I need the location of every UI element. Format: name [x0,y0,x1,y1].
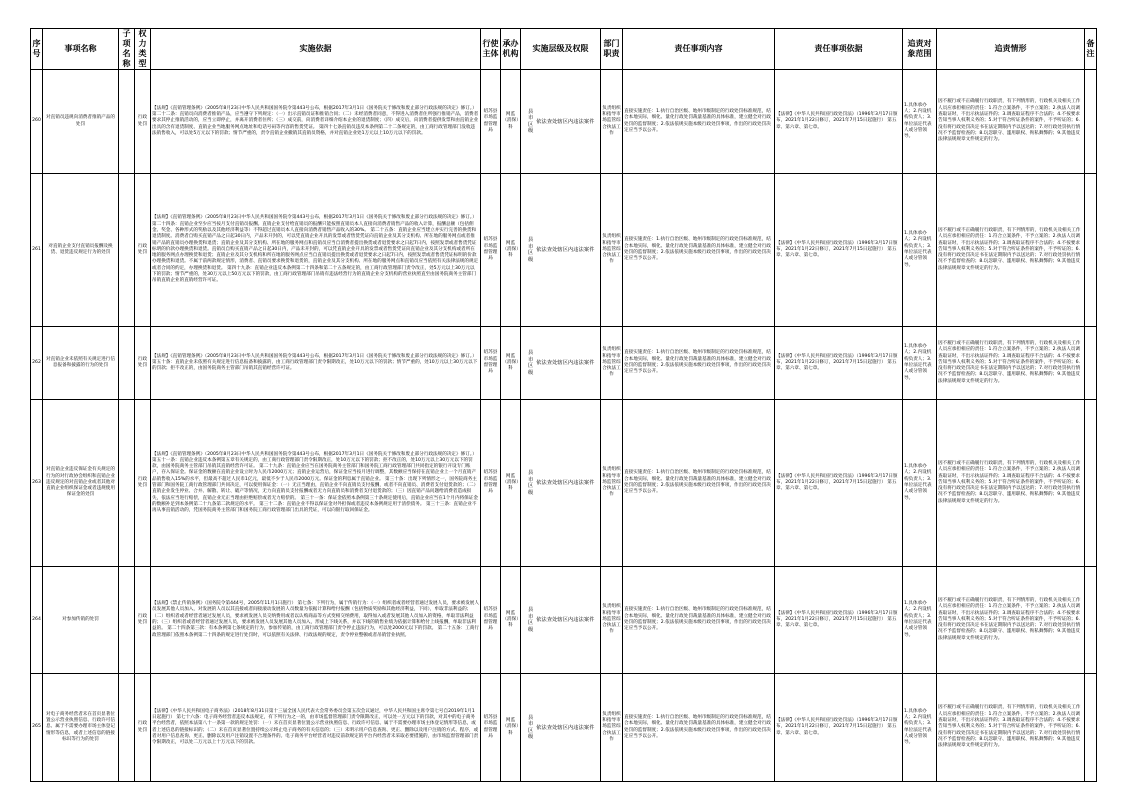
cell-item-name: 对参加传销的处罚 [43,567,119,674]
cell-situation: 因不履行或不正确履行行政职责，有下列情形的，行政机关及相关工作人员应承担相应的责任：1.符合立案条件，不予立案的；2.执法人员调查取证时，不出示执法证件的；3.调查取证程序不合法的；4.不按要求告知当事人权利义务的；5.对于符合听证条件的案件，不予听证的；6.没有将行政处罚决定书在法定期限内予以送达的；7.对行政处罚执行情况不予监督检查的；8.玩忽职守、滥用职权、徇私舞弊的；9.其他违反法律法规规章文件规定的行为。 [937,70,1085,174]
level-name: 县市区级 [527,607,534,633]
header-name: 事项名称 [43,29,119,70]
cell-basis: 【法律】《中华人民共和国电子商务法》（2018年8月31日第十三届全国人民代表大会常务委员会第五次会议通过，中华人民共和国主席令第七号自2019年1月1日起施行） 第七十六条：电子商务经营者违反本法规定，有下列行为之一的，由市场监督管理部门责令限期改正，可以处一万元以下的罚款，对其中的电子商务平台经营者，依照本法第八十一条第一款的规定处罚：（一）未在首页显著位置公示营业执照信息、行政许可信息、属于不需要办理市场主体登记情形等信息，或者上述信息的链接标识的；（二）未在首页显著位置持续公示终止电子商务的有关信息的；（三）未明示用户信息查询、更正、删除以及用户注销的方式、程序，或者对用户信息查询、更正、删除以及用户注销设置不合理条件的。电子商务平台经营者对违反前款规定的平台内经营者未采取必要措施的，由市场监督管理部门责令限期改正，可以处二万元以上十万元以下的罚款。 [151,674,481,782]
cell-seq: 264 [31,567,43,674]
header-level: 实施层级及权限 [521,29,601,70]
cell-law: 【法律】《中华人民共和国行政处罚法》（1996年3月17日颁布，2021年1月22日修订，2021年7月15日起施行） 第五章、第六章、第七章。 [775,174,903,327]
cell-basis: 【法规】《直销管理条例》（2005年8月23日中华人民共和国国务院令第443号公布，根据2017年3月1日《国务院关于修改和废止部分行政法规的决定》修订。） 第二十二条：直销员向消费者推销产品，应当遵守下列规定：（一）出示直销员证和推销合同；（二）未经消费者同意，不得进入消费者住所强行推销产品，消费者要求其停止推销活动的，应当立即停止，并离开消费者住所；（三）成交前，向消费者详细介绍本企业的退货制度；（四）成交后，向消费者提供发票和由直销企业出具的含有退货制度、直销企业当地服务网点地址和电话号码等内容的售货凭证。 第四十七条直销员违反本条例第二十二条规定的，由工商行政管理部门没收违法销售收入，可以处5万元以下的罚款；情节严重的，责令直销企业撤销其直销员资格，并对直销企业处1万元以上10万元以下的罚款。 [151,70,481,174]
cell-type: 行政处罚 [135,567,151,674]
header-resp: 责任事项内容 [623,29,775,70]
cell-dept: 负责组织和指导市场监管综合执法工作 [601,327,623,400]
level-name: 县市区级 [527,714,534,740]
cell-resp: 直接实施责任：1.执行自治区级、地州市级制定的行政处罚标准规范，结合本地实际，细化、量化行政处罚裁量基准的具体标准，建立健全对行政处罚的监督制度；2.依法依规实施本级行政处罚事项，作出的行政处罚决定应当予以公开。 [623,70,775,174]
table-row [31,327,1097,400]
cell-situation: 因不履行或不正确履行行政职责，有下列情形的，行政机关及相关工作人员应承担相应的责任：1.符合立案条件，不予立案的；2.执法人员调查取证时，不出示执法证件的；3.调查取证程序不合法的；4.不按要求告知当事人权利义务的；5.对于符合听证条件的案件，不予听证的；6.没有将行政处罚决定书在法定期限内予以送达的；7.对行政处罚执行情况不予监督检查的；8.玩忽职守、滥用职权、徇私舞弊的；9.其他违反法律法规规章文件规定的行为。 [937,567,1085,674]
cell-subject: 绍苏县市场监督管理局 [481,174,501,327]
cell-note [1085,327,1097,400]
header-basis: 实施依据 [151,29,481,70]
cell-subject: 绍苏县市场监督管理局 [481,327,501,400]
cell-org: 网监（消保）科 [501,400,521,567]
cell-scope: 1.具体承办人；2.内设机构负责人；3.单位法定代表人或分管领导。 [903,674,937,782]
cell-type: 行政处罚 [135,400,151,567]
cell-sub [119,674,135,782]
cell-note [1085,70,1097,174]
level-name: 县市区级 [527,470,534,496]
cell-sub [119,327,135,400]
cell-seq: 263 [31,400,43,567]
cell-sub [119,400,135,567]
cell-note [1085,174,1097,327]
power-list-table [30,28,1097,782]
header-scope: 追责对象范围 [903,29,937,70]
level-text: 依法查处辖区内违法案件 [536,359,595,366]
cell-seq: 265 [31,674,43,782]
level-text: 依法查处辖区内违法案件 [536,479,595,486]
cell-subject: 绍苏县市场监督管理局 [481,70,501,174]
cell-situation: 因不履行或不正确履行行政职责，有下列情形的，行政机关及相关工作人员应承担相应的责任：1.符合立案条件，不予立案的；2.执法人员调查取证时，不出示执法证件的；3.调查取证程序不合法的；4.不按要求告知当事人权利义务的；5.对于符合听证条件的案件，不予听证的；6.没有将行政处罚决定书在法定期限内予以送达的；7.对行政处罚执行情况不予监督检查的；8.玩忽职守、滥用职权、徇私舞弊的；9.其他违反法律法规规章文件规定的行为。 [937,174,1085,327]
cell-item-name: 对直销企业未依照有关规定进行信息报备和披露的行为的处罚 [43,327,119,400]
cell-seq: 262 [31,327,43,400]
cell-dept: 负责组织和指导市场监管综合执法工作 [601,674,623,782]
table-row [31,70,1097,174]
table-row [31,174,1097,327]
level-text: 依法查处辖区内违法案件 [536,724,595,731]
cell-basis: 【法规】《直销管理条例》（2005年8月23日中华人民共和国国务院令第443号公布，根据2017年3月1日《国务院关于修改和废止部分行政法规的决定》修订。） 第五十条：直销企业未依照有关规定进行信息报备和披露的，由工商行政管理部门责令限期改正，处10万元以下的罚款；情节严重的，处10万元以上30万元以下的罚款；拒不改正的，由国务院商务主管部门吊销其直销经营许可证。 [151,327,481,400]
level-name: 县市区级 [527,350,534,376]
header-org: 承办机构 [501,29,521,70]
cell-scope: 1.具体承办人；2.内设机构负责人；3.单位法定代表人或分管领导。 [903,327,937,400]
cell-note [1085,400,1097,567]
header-sit: 追责情形 [937,29,1085,70]
cell-subject: 绍苏县市场监督管理局 [481,674,501,782]
cell-dept: 负责组织和指导市场监管综合执法工作 [601,174,623,327]
cell-law: 【法律】《中华人民共和国行政处罚法》（1996年3月17日颁布，2021年1月22日修订，2021年7月15日起施行） 第五章、第六章、第七章。 [775,327,903,400]
cell-org: 网监（消保）科 [501,567,521,674]
table-row [31,674,1097,782]
level-name: 县市区级 [527,108,534,134]
cell-item-name: 对直销员违规向消费者推销产品的处罚 [43,70,119,174]
cell-item-name: 对电子商务经营者未在首页显著位置公示营业执照信息、行政许可信息、属于不需要办理市场主体登记情形等信息，或者上述信息的链接标识等行为的处罚 [43,674,119,782]
cell-seq: 261 [31,174,43,327]
header-note: 备注 [1085,29,1097,70]
level-text: 依法查处辖区内违法案件 [536,118,595,125]
table-row [31,567,1097,674]
cell-level [521,567,601,674]
level-name: 县市区级 [527,237,534,263]
cell-type: 行政处罚 [135,327,151,400]
header-dept: 部门职责 [601,29,623,70]
cell-org: 网监（消保）科 [501,174,521,327]
cell-level [521,70,601,174]
cell-subject: 绍苏县市场监督管理局 [481,400,501,567]
cell-scope: 1.具体承办人；2.内设机构负责人；3.单位法定代表人或分管领导。 [903,400,937,567]
cell-situation: 因不履行或不正确履行行政职责，有下列情形的，行政机关及相关工作人员应承担相应的责任：1.符合立案条件，不予立案的；2.执法人员调查取证时，不出示执法证件的；3.调查取证程序不合法的；4.不按要求告知当事人权利义务的；5.对于符合听证条件的案件，不予听证的；6.没有将行政处罚决定书在法定期限内予以送达的；7.对行政处罚执行情况不予监督检查的；8.玩忽职守、滥用职权、徇私舞弊的；9.其他违反法律法规规章文件规定的行为。 [937,674,1085,782]
cell-note [1085,567,1097,674]
cell-scope: 1.具体承办人；2.内设机构负责人；3.单位法定代表人或分管领导。 [903,174,937,327]
cell-level [521,174,601,327]
cell-situation: 因不履行或不正确履行行政职责，有下列情形的，行政机关及相关工作人员应承担相应的责任：1.符合立案条件，不予立案的；2.执法人员调查取证时，不出示执法证件的；3.调查取证程序不合法的；4.不按要求告知当事人权利义务的；5.对于符合听证条件的案件，不予听证的；6.没有将行政处罚决定书在法定期限内予以送达的；7.对行政处罚执行情况不予监督检查的；8.玩忽职守、滥用职权、徇私舞弊的；9.其他违反法律法规规章文件规定的行为。 [937,400,1085,567]
cell-resp: 直接实施责任：1.执行自治区级、地州市级制定的行政处罚标准规范，结合本地实际，细化、量化行政处罚裁量基准的具体标准，建立健全对行政处罚的监督制度；2.依法依规实施本级行政处罚事项，作出的行政处罚决定应当予以公开。 [623,174,775,327]
level-text: 依法查处辖区内违法案件 [536,246,595,253]
cell-scope: 1.具体承办人；2.内设机构负责人；3.单位法定代表人或分管领导。 [903,70,937,174]
cell-resp: 直接实施责任：1.执行自治区级、地州市级制定的行政处罚标准规范，结合本地实际，细化、量化行政处罚裁量基准的具体标准，建立健全对行政处罚的监督制度；2.依法依规实施本级行政处罚事项，作出的行政处罚决定应当予以公开。 [623,567,775,674]
cell-resp: 直接实施责任：1.执行自治区级、地州市级制定的行政处罚标准规范，结合本地实际，细化、量化行政处罚裁量基准的具体标准，建立健全对行政处罚的监督制度；2.依法依规实施本级行政处罚事项，作出的行政处罚决定应当予以公开。 [623,327,775,400]
cell-level [521,327,601,400]
cell-law: 【法律】《中华人民共和国行政处罚法》（1996年3月17日颁布，2021年1月22日修订，2021年7月15日起施行） 第五章、第六章、第七章。 [775,674,903,782]
cell-basis: 【法规】《直销管理条例》（2005年8月23日中华人民共和国国务院令第443号公布，根据2017年3月1日《国务院关于修改和废止部分行政法规的决定》修订。） 第二十四条：直销企业至少应当按月支付直销员报酬。直销企业支付给直销员的报酬只能按照直销员本人直接向消费者销售产品的收入计算，报酬总额（包括佣金、奖金、各种形式的奖励以及其他经济利益等）不得超过直销员本人直接向消费者销售产品收入的30%。 第二十五条：直销企业应当建立并实行完善的换货和退货制度。消费者自购买直销产品之日起30日内，产品未开封的，可以凭直销企业开具的发票或者售货凭证向直销企业及其分支机构、所在地的服务网点或者推销产品的直销员办理换货和退货；直销企业及其分支机构、所在地的服务网点和直销员应当自消费者提出换货或者退货要求之日起7日内，按照发票或者售货凭证标明的价款办理换货和退货。直销员自购买直销产品之日起30日内，产品未开封的，可以凭直销企业开具的发票或者售货凭证向直销企业及其分支机构或者所在地的服务网点办理换货和退货；直销企业及其分支机构和所在地的服务网点应当自直销员提出换货或者退货要求之日起7日内，按照发票或者售货凭证标明的价款办理换货和退货。不属于前两款规定情形，消费者、直销员要求换货和退货的，直销企业及其分支机构、所在地的服务网点和直销员应当依照有关法律法规的规定或者合同的约定，办理换货和退货。 第四十九条：直销企业违反本条例第二十四条和第二十五条规定的，由工商行政管理部门责令改正，处5万元以上30万元以下的罚款；情节严重的，处30万元以上50万元以下的罚款，由工商行政管理部门吊销有违法经营行为的直销企业分支机构的营业执照直至由国务院商务主管部门吊销直销企业的直销经营许可证。 [151,174,481,327]
cell-seq: 260 [31,70,43,174]
header-type: 权力类型 [135,29,151,70]
header-row [31,29,1097,70]
cell-basis: 【法规】《直销管理条例》（2005年8月23日中华人民共和国国务院令第443号公布，根据2017年3月1日《国务院关于修改和废止部分行政法规的决定》修订。） 第五十一条：直销企业违反本条例第五章有关规定的，由工商行政管理部门责令限期改正，处10万元以下的罚款；拒不改正的，处10万元以上30万元以下的罚款，由国务院商务主管部门吊销其直销经营许可证。 第二十九条：直销企业应当在国务院商务主管部门和国务院工商行政管理部门共同指定的银行开设专门账户，存入保证金。保证金的数额在直销企业设立时为人民币2000万元；直销企业运营后，保证金应当按月进行调整，其数额应当保持在直销企业上一个月直销产品销售收入15%的水平，但最高不超过人民币1亿元，最低不少于人民币2000万元。保证金的利息属于直销企业。 第三十条：出现下列情形之一，国务院商务主管部门和国务院工商行政管理部门共同决定，可以使用保证金：（一）无正当理由，直销企业不向直销员支付报酬，或者不向直销员、消费者支付退货款的；（二）直销企业发生停业、合并、解散、转让、破产等情况，无力向直销员支付报酬或者无力向直销员和消费者支付退货款的；（三）因直销产品问题给消费者造成损失，依法应当进行赔偿，直销企业无正当理由拒绝赔偿或者无力赔偿的。 第三十一条：保证金依照本条例第三十条规定使用后，直销企业应当在1个月内将保证金的数额补足到本条例第二十九条第二款规定的水平。 第三十二条：直销企业不得以保证金对外担保或者违反本条例规定用于清偿债务。 第三十三条：直销企业不再从事直销活动的，凭国务院商务主管部门和国务院工商行政管理部门出具的凭证，可以向银行取回保证金。 [151,400,481,567]
cell-resp: 直接实施责任：1.执行自治区级、地州市级制定的行政处罚标准规范，结合本地实际，细化、量化行政处罚裁量基准的具体标准，建立健全对行政处罚的监督制度；2.依法依规实施本级行政处罚事项，作出的行政处罚决定应当予以公开。 [623,400,775,567]
cell-law: 【法律】《中华人民共和国行政处罚法》（1996年3月17日颁布，2021年1月22日修订，2021年7月15日起施行） 第五章、第六章、第七章。 [775,567,903,674]
header-subject: 行使主体 [481,29,501,70]
cell-org: 网监（消保）科 [501,70,521,174]
header-law: 责任事项依据 [775,29,903,70]
cell-level [521,674,601,782]
cell-dept: 负责组织和指导市场监管综合执法工作 [601,567,623,674]
cell-level [521,400,601,567]
cell-scope: 1.具体承办人；2.内设机构负责人；3.单位法定代表人或分管领导。 [903,567,937,674]
cell-subject: 绍苏县市场监督管理局 [481,567,501,674]
cell-org: 网监（消保）科 [501,674,521,782]
cell-basis: 【法规】《禁止传销条例》（国务院令第444号，2005年11月1日施行） 第七条：下列行为，属于传销行为：（一）组织者或者经营者通过发展人员，要求被发展人员发展其他人员加入，对发展的人员以其直接或者间接滚动发展的人员数量为依据计算和给付报酬（包括物质奖励和其他经济利益，下同），牟取非法利益的；（二）组织者或者经营者通过发展人员，要求被发展人员交纳费用或者以认购商品等方式变相交纳费用，取得加入或者发展其他人员加入的资格，牟取非法利益的；（三）组织者或者经营者通过发展人员，要求被发展人员发展其他人员加入，形成上下线关系，并以下线的销售业绩为依据计算和给付上线报酬，牟取非法利益的。 第二十四条第三款：有本条例第七条规定的行为，参加传销的，由工商行政管理部门责令停止违法行为，可以处2000元以下的罚款。 第二十五条：工商行政管理部门依照本条例第二十四条的规定进行处罚时，可以依照有关法律、行政法规的规定，责令停业整顿或者吊销营业执照。 [151,567,481,674]
cell-sub [119,174,135,327]
header-sub: 子项名称 [119,29,135,70]
header-seq: 序号 [31,29,43,70]
cell-type: 行政处罚 [135,70,151,174]
cell-sub [119,567,135,674]
cell-note [1085,674,1097,782]
cell-dept: 负责组织和指导市场监管综合执法工作 [601,400,623,567]
table-row [31,400,1097,567]
cell-dept: 负责组织和指导市场监管综合执法工作 [601,70,623,174]
cell-item-name: 对直销企业违反保证金有关规定的行为的对行政协会组织和直销企业违反规定的对直销企业或者其他对直销企业组织保证金或者违规使用保证金的处罚 [43,400,119,567]
cell-law: 【法律】《中华人民共和国行政处罚法》（1996年3月17日颁布，2021年1月22日修订，2021年7月15日起施行） 第五章、第六章、第七章。 [775,400,903,567]
cell-org: 网监（消保）科 [501,327,521,400]
cell-situation: 因不履行或不正确履行行政职责，有下列情形的，行政机关及相关工作人员应承担相应的责任：1.符合立案条件，不予立案的；2.执法人员调查取证时，不出示执法证件的；3.调查取证程序不合法的；4.不按要求告知当事人权利义务的；5.对于符合听证条件的案件，不予听证的；6.没有将行政处罚决定书在法定期限内予以送达的；7.对行政处罚执行情况不予监督检查的；8.玩忽职守、滥用职权、徇私舞弊的；9.其他违反法律法规规章文件规定的行为。 [937,327,1085,400]
cell-sub [119,70,135,174]
cell-item-name: 对直销企业支付直销员报酬及换货、退货违反规定行为的处罚 [43,174,119,327]
cell-resp: 直接实施责任：1.执行自治区级、地州市级制定的行政处罚标准规范，结合本地实际，细化、量化行政处罚裁量基准的具体标准，建立健全对行政处罚的监督制度；2.依法依规实施本级行政处罚事项，作出的行政处罚决定应当予以公开。 [623,674,775,782]
cell-law: 【法律】《中华人民共和国行政处罚法》（1996年3月17日颁布，2021年1月22日修订，2021年7月15日起施行） 第五章、第六章、第七章。 [775,70,903,174]
level-text: 依法查处辖区内违法案件 [536,616,595,623]
cell-type: 行政处罚 [135,174,151,327]
cell-type: 行政处罚 [135,674,151,782]
